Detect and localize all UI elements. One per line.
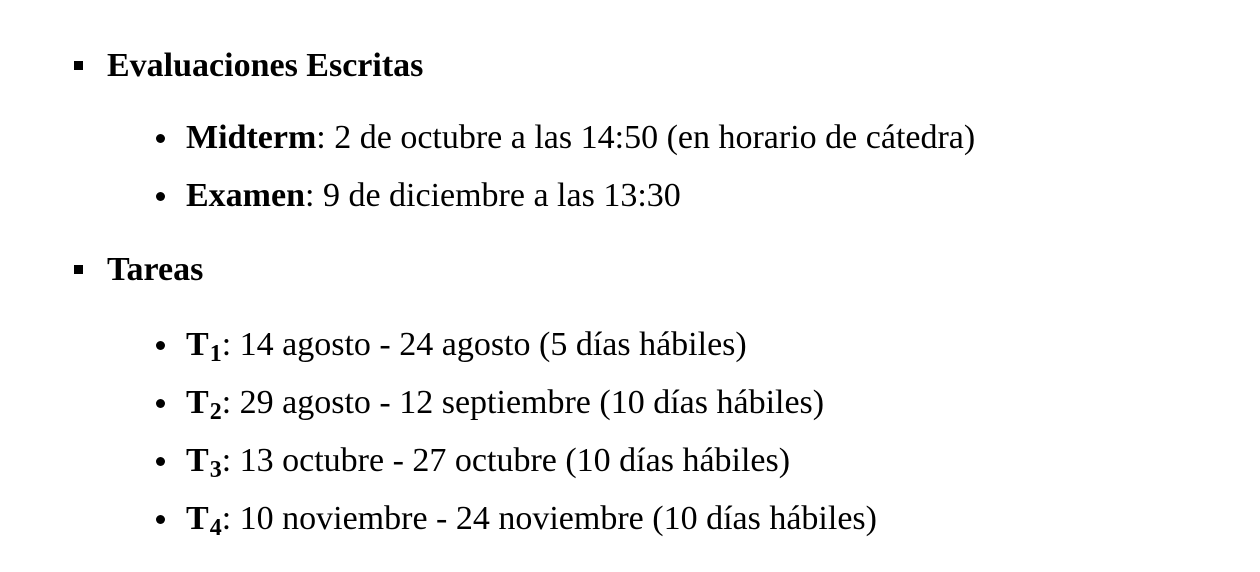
item-text bbox=[186, 383, 824, 426]
item-detail: : 2 de octubre a las 14:50 (en horario de cátedra) bbox=[316, 119, 976, 156]
square-bullet-icon bbox=[74, 61, 83, 70]
item-text bbox=[186, 499, 877, 542]
section-title: Tareas bbox=[107, 251, 204, 288]
section-title: Evaluaciones Escritas bbox=[107, 47, 424, 84]
item-text bbox=[186, 176, 681, 216]
item-text bbox=[186, 325, 747, 368]
item-detail: : 29 agosto - 12 septiembre (10 días hábiles) bbox=[221, 384, 825, 421]
item-detail: : 9 de diciembre a las 13:30 bbox=[305, 177, 681, 214]
bullet-icon bbox=[156, 515, 165, 524]
item-label: Midterm bbox=[186, 119, 317, 156]
item-subscript: 1 bbox=[209, 341, 222, 367]
bullet-icon bbox=[156, 192, 165, 201]
square-bullet-icon bbox=[74, 265, 83, 274]
bullet-icon bbox=[156, 134, 165, 143]
item-subscript: 2 bbox=[209, 399, 222, 425]
bullet-icon bbox=[156, 341, 165, 350]
item-text bbox=[186, 441, 790, 484]
bullet-icon bbox=[156, 399, 165, 408]
item-subscript: 3 bbox=[209, 457, 222, 483]
item-label: T bbox=[186, 384, 209, 421]
item-label: Examen bbox=[186, 177, 305, 214]
item-label: T bbox=[186, 442, 209, 479]
item-detail: : 10 noviembre - 24 noviembre (10 días hábiles) bbox=[221, 500, 877, 537]
item-text bbox=[186, 118, 975, 158]
item-subscript: 4 bbox=[209, 515, 222, 541]
item-detail: : 13 octubre - 27 octubre (10 días hábiles) bbox=[221, 442, 791, 479]
item-label: T bbox=[186, 500, 209, 537]
item-label: T bbox=[186, 326, 209, 363]
bullet-icon bbox=[156, 457, 165, 466]
item-detail: : 14 agosto - 24 agosto (5 días hábiles) bbox=[221, 326, 747, 363]
